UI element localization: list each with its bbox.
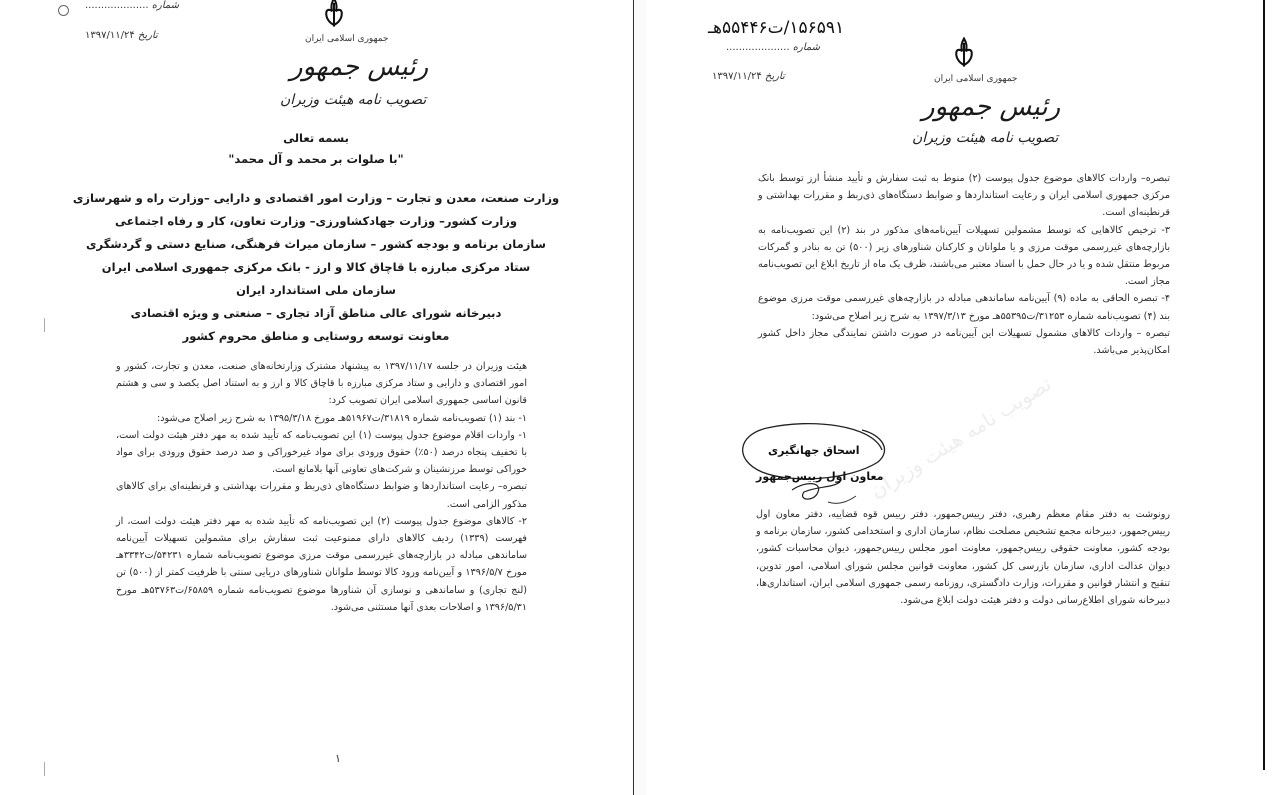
document-page-2 bbox=[646, 0, 1280, 795]
number-label: شماره bbox=[151, 0, 180, 11]
addressee-line: سازمان برنامه و بودجه کشور – سازمان میراث فرهنگی، صنایع دستی و گردشگری bbox=[86, 237, 546, 251]
watermark-stamp: تصویب نامه هیئت وزیران bbox=[865, 371, 1056, 503]
document-page-1 bbox=[0, 0, 632, 795]
addressee-line: معاونت توسعه روستایی و مناطق محروم کشور bbox=[182, 329, 450, 343]
president-title: رئیس جمهور bbox=[290, 52, 429, 82]
paragraph-clause-4: ۴- تبصره الحاقی به ماده (۹) آیین‌نامه ساماندهی مبادله در بازارچه‌های غیررسمی موقت مرزی موضوع بند (۴) تصویب‌نامه شماره ۳۱۲۵۳/ت۵۵۳۹۵هـ مورخ ۱۳۹۷/۳/۱۳ به شرح زیر اصلاح می‌شود: bbox=[758, 293, 1170, 322]
addressee-line: دبیرخانه شورای عالی مناطق آزاد تجاری – صنعتی و ویژه اقتصادی bbox=[130, 306, 502, 320]
scan-edge bbox=[1263, 0, 1265, 770]
paragraph-note-2: تبصره– واردات کالاهای موضوع جدول پیوست (۲) منوط به ثبت سفارش و تأیید منشأ ارز توسط بانک مرکزی جمهوری اسلامی ایران و رعایت استانداردها و ضوابط دستگاه‌های ذی‌ربط و مقررات بهداشتی و قرنطینه‌ای است. bbox=[758, 173, 1170, 219]
letter-number bbox=[85, 0, 179, 11]
date-value: ۱۳۹۷/۱۱/۲۴ bbox=[85, 30, 135, 41]
paragraph-clause-1: ۱- بند (۱) تصویب‌نامه شماره ۳۱۸۱۹/ت۵۱۹۶۷هـ مورخ ۱۳۹۵/۳/۱۸ به شرح زیر اصلاح می‌شود: bbox=[157, 412, 527, 424]
date-label: تاریخ bbox=[764, 71, 785, 82]
paragraph-clause-3: ۳- ترخیص کالاهایی که توسط مشمولین تسهیلات آیین‌نامه‌های مذکور در بند (۲) این تصویب‌نامه به بازارچه‌های غیررسمی موقت مرزی و یا ملوانان و کارکنان شناورهای زیر (۵۰۰) تن به بنادر و گمرکات مربوط منتقل شده و یا در حال حمل با اسناد معتبر می‌باشند، ظرف یک ماه از تاریخ ابلاغ این تصویب‌نامه مجاز است. bbox=[758, 224, 1170, 288]
signatory-title: معاون اول رییس‌جمهور bbox=[756, 470, 884, 483]
addressee-line: وزارت صنعت، معدن و تجارت – وزارت امور اقتصادی و دارایی –وزارت راه و شهرسازی bbox=[72, 191, 560, 205]
paragraph-clause-2: ۲- کالاهای موضوع جدول پیوست (۲) این تصویب‌نامه که تأیید شده به مهر دفتر هیئت دولت است، از فهرست (۱۳۳۹) ردیف کالاهای دارای ممنوعیت ثبت سفارش برای مشمولین تسهیلات آیین‌نامه ساماندهی مبادله در بازارچه‌های غیررسمی موقت مرزی موضوع تصویب‌نامه شماره ۵۴۲۳۱/ت۳۳۴۲هـ مورخ ۱۳۹۶/۵/۷ و آیین‌نامه ورود کالا توسط ملوانان شناورهای دریایی سنتی با ظرفیت کمتر از (۵۰۰) تن (لنج تجاری) و ساماندهی و نوسازی آن شناورها موضوع تصویب‌نامه شماره ۶۵۸۵۹/ت۵۳۷۶۳هـ مورخ ۱۳۹۶/۵/۳۱ و اصلاحات بعدی آنها مستثنی می‌شود. bbox=[116, 515, 527, 613]
letter-date bbox=[85, 30, 158, 41]
cabinet-title: تصویب نامه هیئت وزیران bbox=[280, 92, 427, 108]
signature-loop bbox=[732, 410, 902, 520]
basmala: بسمه تعالی bbox=[283, 131, 349, 145]
punch-hole-icon bbox=[58, 5, 69, 16]
iran-emblem-icon bbox=[317, 0, 351, 30]
number-value: .................... bbox=[85, 0, 149, 11]
decree-body-continued bbox=[758, 170, 1170, 359]
letter-date bbox=[712, 71, 785, 82]
scan-mark bbox=[44, 762, 45, 776]
number-value: .................... bbox=[726, 42, 790, 53]
decree-body bbox=[116, 358, 527, 616]
president-title: رئیس جمهور bbox=[922, 92, 1061, 122]
signatory-name: اسحاق جهانگیری bbox=[768, 444, 860, 457]
paragraph-note-3: تبصره – واردات کالاهای مشمول تسهیلات این آیین‌نامه در صورت داشتن نمایندگی مجاز داخل کشور امکان‌پذیر می‌باشد. bbox=[758, 327, 1170, 357]
page-edge bbox=[633, 0, 634, 795]
reference-number: ۱۵۶۵۹۱/ت۵۵۴۴۶هـ bbox=[708, 18, 845, 38]
iran-emblem-icon bbox=[947, 36, 981, 70]
republic-title: جمهوری اسلامی ایران bbox=[305, 34, 389, 44]
date-value: ۱۳۹۷/۱۱/۲۴ bbox=[712, 71, 762, 82]
addressee-line: وزارت کشور– وزارت جهادکشاورزی– وزارت تعاون، کار و رفاه اجتماعی bbox=[114, 214, 518, 228]
salavat: "با صلوات بر محمد و آل محمد" bbox=[228, 152, 404, 166]
addressee-line: سازمان ملی استاندارد ایران bbox=[236, 283, 396, 297]
addressee-line: ستاد مرکزی مبارزه با قاچاق کالا و ارز - بانک مرکزی جمهوری اسلامی ایران bbox=[101, 260, 531, 274]
page-gutter bbox=[632, 0, 646, 795]
date-label: تاریخ bbox=[137, 30, 158, 41]
paragraph-preamble: هیئت وزیران در جلسه ۱۳۹۷/۱۱/۱۷ به پیشنهاد مشترک وزارتخانه‌های صنعت، معدن و تجارت، کشور و امور اقتصادی و دارایی و ستاد مرکزی مبارزه با قاچاق کالا و ارز و به استناد اصل یکصد و سی و هشتم قانون اساسی جمهوری اسلامی ایران تصویب کرد: bbox=[116, 361, 527, 407]
letter-number bbox=[726, 42, 820, 53]
cc-list bbox=[756, 506, 1170, 609]
cabinet-title: تصویب نامه هیئت وزیران bbox=[912, 130, 1059, 146]
paragraph-note: تبصره– رعایت استانداردها و ضوابط دستگاه‌های ذی‌ربط و مقررات بهداشتی و قرنطینه‌ای برای کالاهای مذکور الزامی است. bbox=[116, 481, 527, 510]
paragraph-clause-1-text: ۱- واردات اقلام موضوع جدول پیوست (۱) این تصویب‌نامه که تأیید شده به مهر دفتر هیئت دولت است، با تخفیف پنجاه درصد (۵۰٪) حقوق ورودی برای مواد غیرخوراکی و صد درصد حقوق ورودی برای مواد خوراکی توسط مرزنشینان و شرکت‌های تعاونی آنها بلامانع است. bbox=[116, 429, 528, 476]
page-number: ۱ bbox=[335, 752, 341, 765]
scan-mark bbox=[44, 318, 45, 332]
paragraph-cc: رونوشت به دفتر مقام معظم رهبری، دفتر رییس‌جمهور، دفتر رییس قوه قضاییه، دفتر معاون اول رییس‌جمهور، دبیرخانه مجمع تشخیص مصلحت نظام، سازمان اداری و استخدامی کشور، سازمان برنامه و بودجه کشور، معاونت حقوقی رییس‌جمهور، معاونت امور مجلس رییس‌جمهور، دیوان محاسبات کشور، دیوان عدالت اداری، سازمان بازرسی کل کشور، معاونت قوانین مجلس شورای اسلامی، امور تدوین، تنقیح و انتشار قوانین و مقررات، وزارت دادگستری، روزنامه رسمی جمهوری اسلامی ایران، استانداری‌ها، دبیرخانه شورای اطلاع‌رسانی دولت و دفتر هیئت دولت ابلاغ می‌شود. bbox=[756, 509, 1170, 607]
number-label: شماره bbox=[792, 42, 821, 53]
republic-title: جمهوری اسلامی ایران bbox=[934, 74, 1018, 84]
